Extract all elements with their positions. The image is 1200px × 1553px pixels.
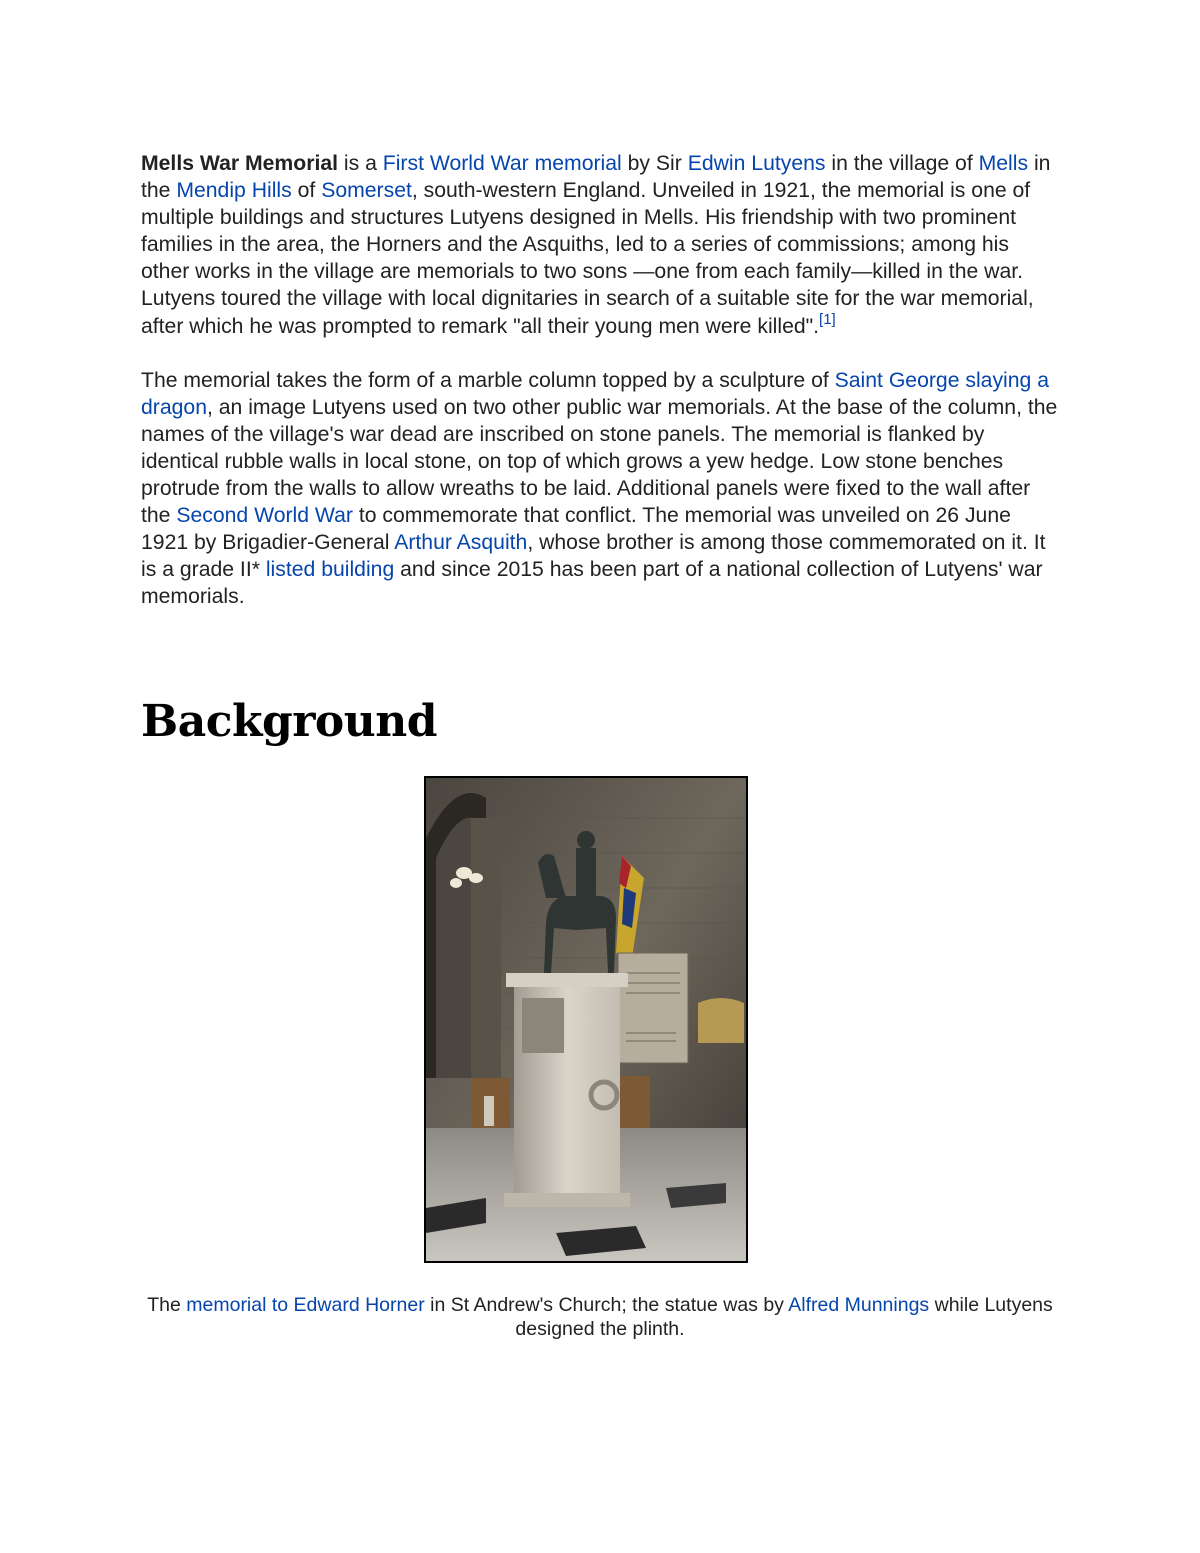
text-run: , an image Lutyens used on two other public war memorials. At the base of the column, the names of the village's war dead are inscribed on stone panels. The memorial is flanked by identical rubble walls in local stone, on top of which grows a yew hedge. Low stone benches protrude from the walls to allow wreaths to be laid. Additional panels were fixed to the wall after the <box>141 395 1058 528</box>
link-mendip-hills[interactable]: Mendip Hills <box>176 179 292 203</box>
link-arthur-asquith[interactable]: Arthur Asquith <box>394 531 528 555</box>
link-first-world-war-memorial[interactable]: First World War memorial <box>382 152 622 175</box>
text-run: in the <box>141 152 1051 203</box>
text-run: The memorial takes the form of a marble column topped by a sculpture of <box>141 368 835 392</box>
text-run: of <box>291 179 322 203</box>
link-memorial-to-edward-horner[interactable]: memorial to Edward Horner <box>186 1294 425 1316</box>
text-run: The <box>147 1294 187 1316</box>
text-run: and since 2015 has been part of a national collection of Lutyens' war memorials. <box>141 558 1043 609</box>
article-title-bold: Mells War Memorial <box>141 152 339 175</box>
text-run: , south-western England. Unveiled in 1921, the memorial is one of multiple buildings and structures Lutyens designed in Mells. His friendship with two prominent families in the area, the Horners and the Asquiths, led to a series of commissions; among his other works in the village are memorials to two sons —one from each family—killed in the war. Lutyens toured the village with local dignitaries in search of a suitable site for the war memorial, after which he was prompted to remark "all their young men were killed". <box>141 179 1034 338</box>
article-body <box>141 150 1061 611</box>
memorial-photo-illustration <box>426 778 746 1261</box>
link-somerset[interactable]: Somerset <box>321 179 412 203</box>
text-run: by Sir <box>621 152 688 175</box>
link-saint-george[interactable]: Saint George slaying a dragon <box>141 368 1049 419</box>
link-mells[interactable]: Mells <box>978 152 1029 175</box>
text-run: to commemorate that conflict. The memorial was unveiled on 26 June 1921 by Brigadier-General <box>141 504 1011 555</box>
link-listed-building[interactable]: listed building <box>265 558 395 582</box>
citation-link-1[interactable]: [1] <box>819 310 836 328</box>
text-run: in St Andrew's Church; the statue was by <box>424 1294 789 1316</box>
memorial-photo <box>424 776 748 1263</box>
text-run: is a <box>338 152 383 175</box>
section-heading-background: Background <box>141 696 438 747</box>
link-second-world-war[interactable]: Second World War <box>176 504 353 528</box>
figure-caption <box>141 1293 1059 1341</box>
link-edwin-lutyens[interactable]: Edwin Lutyens <box>687 152 826 175</box>
intro-paragraph <box>141 150 1061 340</box>
text-run: in the village of <box>825 152 979 175</box>
link-alfred-munnings[interactable]: Alfred Munnings <box>788 1294 930 1316</box>
text-run: while Lutyens designed the plinth. <box>515 1294 1053 1340</box>
text-run: , whose brother is among those commemorated on it. It is a grade II* <box>141 531 1046 582</box>
description-paragraph <box>141 367 1061 611</box>
